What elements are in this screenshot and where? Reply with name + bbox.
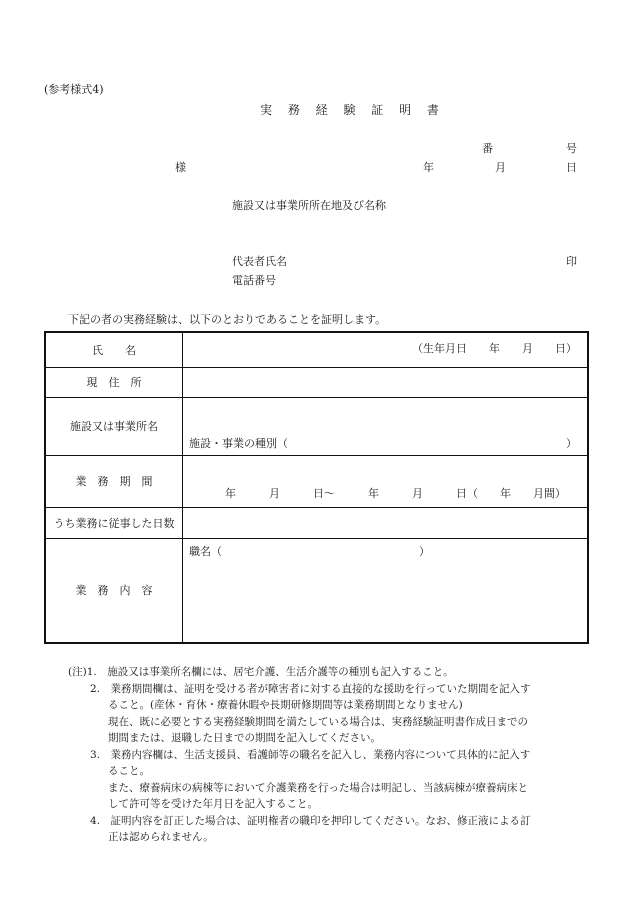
document-title: 実 務 経 験 証 明 書 bbox=[260, 103, 445, 117]
job-title-open: 職名（ bbox=[189, 544, 222, 558]
table-row-name bbox=[45, 332, 588, 367]
date-day: 日 bbox=[566, 161, 577, 174]
table-row-days bbox=[45, 507, 588, 538]
representative-label: 代表者氏名 bbox=[232, 255, 287, 268]
period-value: 年 月 日～ 年 月 日（ 年 月間） bbox=[225, 486, 566, 500]
note-line: また、療養病床の病棟等において介護業務を行った場合は明記し、当該病棟が療養病床と bbox=[108, 781, 528, 794]
date-year: 年 bbox=[423, 161, 434, 174]
job-title-close: ） bbox=[419, 544, 430, 558]
note-line: 現在、既に必要とする実務経験期間を満たしている場合は、実務経験証明書作成日までの bbox=[108, 715, 528, 728]
number-label-go: 号 bbox=[566, 142, 577, 155]
note-line: ること。 bbox=[108, 765, 150, 777]
certification-statement: 下記の者の実務経験は、以下のとおりであることを証明します。 bbox=[68, 313, 387, 326]
number-label-ban: 番 bbox=[482, 142, 493, 155]
birthdate-label: （生年月日 年 月 日） bbox=[412, 342, 577, 355]
period-label-cell bbox=[45, 455, 183, 507]
note-line: 期間または、退職した日までの期間を記入してください。 bbox=[108, 732, 381, 744]
facility-label-cell bbox=[45, 397, 183, 455]
address-value-cell[interactable] bbox=[183, 367, 589, 397]
facility-type-close: ） bbox=[566, 436, 577, 450]
name-label: 氏 名 bbox=[92, 343, 136, 357]
days-label-cell bbox=[45, 507, 183, 538]
seal-mark: 印 bbox=[566, 255, 577, 268]
days-value-cell[interactable] bbox=[183, 507, 589, 538]
addressee-suffix: 様 bbox=[175, 161, 186, 174]
content-label-cell bbox=[45, 538, 183, 643]
note-line: 2. 業務期間欄は、証明を受ける者が障害者に対する直接的な援助を行っていた期間を記入す bbox=[90, 682, 531, 695]
note-line: 3. 業務内容欄は、生活支援員、看護師等の職名を記入し、業務内容について具体的に記入す bbox=[90, 748, 531, 761]
note-line: (注)1. 施設又は事業所名欄には、居宅介護、生活介護等の種別も記入すること。 bbox=[68, 666, 454, 678]
note-line: 正は認められません。 bbox=[108, 831, 214, 843]
table-row-address bbox=[45, 367, 588, 397]
table-row-facility bbox=[45, 397, 588, 455]
facility-type-label: 施設・事業の種別（ bbox=[189, 436, 288, 450]
notes-section bbox=[68, 664, 598, 846]
facility-label: 施設又は事業所名 bbox=[70, 420, 158, 433]
phone-label: 電話番号 bbox=[232, 274, 276, 287]
table-row-content bbox=[45, 538, 588, 643]
issuer-facility-label: 施設又は事業所所在地及び名称 bbox=[232, 199, 386, 212]
name-label-cell bbox=[45, 332, 183, 367]
date-month: 月 bbox=[495, 161, 506, 174]
note-line: して許可等を受けた年月日を記入すること。 bbox=[108, 798, 318, 810]
facility-value-cell[interactable] bbox=[183, 397, 589, 455]
content-value-cell[interactable] bbox=[183, 538, 589, 643]
content-label: 業 務 内 容 bbox=[75, 584, 153, 598]
note-line: 4. 証明内容を訂正した場合は、証明権者の職印を押印してください。なお、修正液による訂 bbox=[90, 814, 531, 827]
period-label: 業 務 期 間 bbox=[75, 475, 153, 488]
days-label: うち業務に従事した日数 bbox=[53, 516, 175, 530]
address-label: 現 住 所 bbox=[86, 376, 142, 389]
name-value-cell[interactable] bbox=[183, 332, 589, 367]
period-value-cell[interactable] bbox=[183, 455, 589, 507]
address-label-cell bbox=[45, 367, 183, 397]
experience-table bbox=[44, 331, 589, 644]
table-row-period bbox=[45, 455, 588, 507]
note-line: ること。(産休・育休・療養休暇や長期研修期間等は業務期間となりません) bbox=[108, 699, 463, 711]
form-reference: (参考様式4) bbox=[44, 83, 104, 96]
